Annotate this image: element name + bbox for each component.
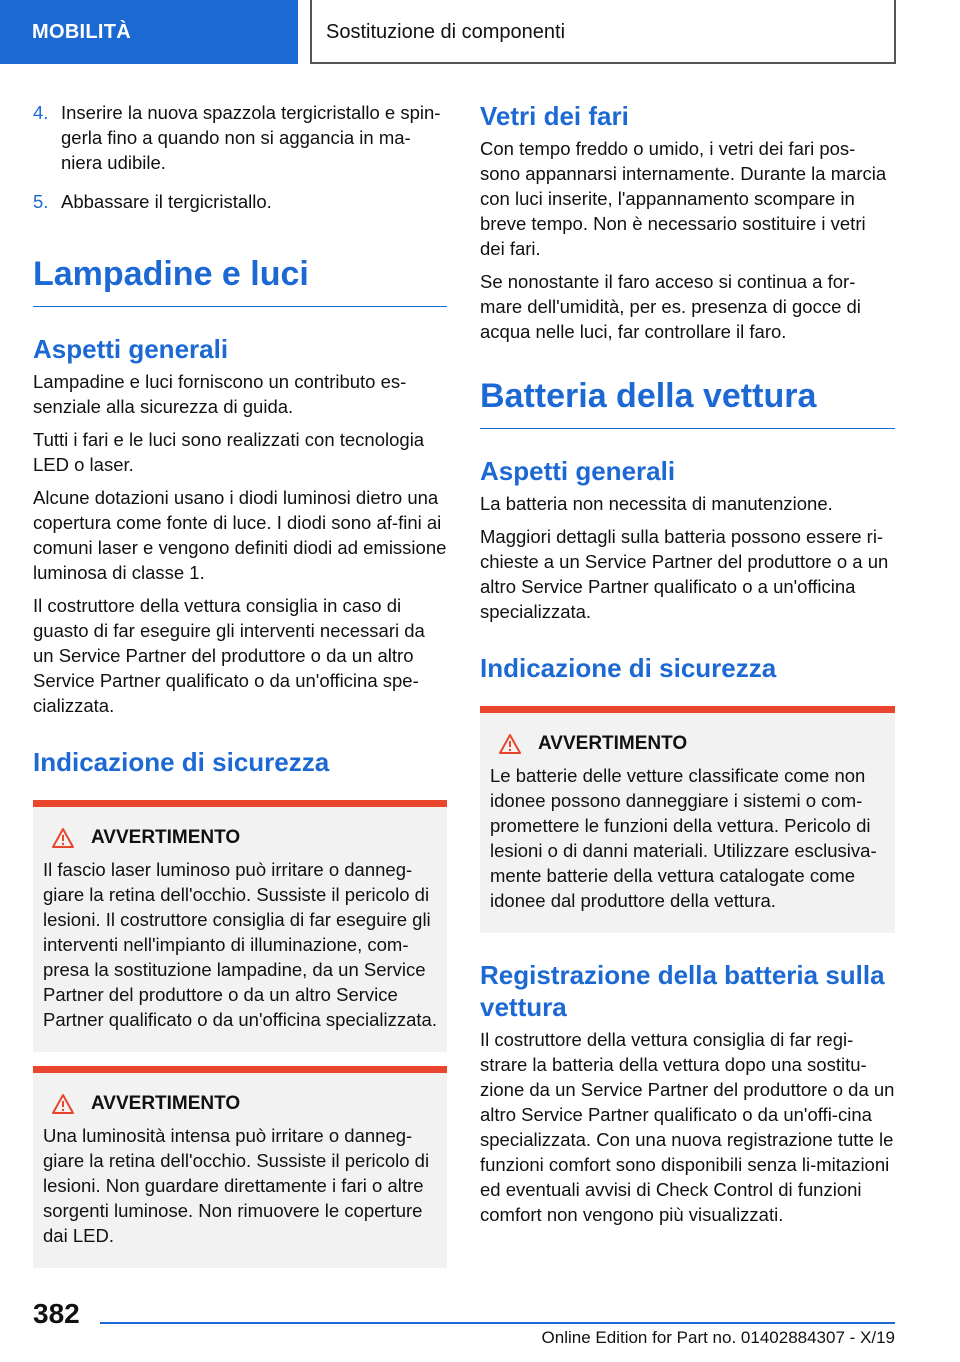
warning-box	[33, 800, 447, 1052]
heading-batteria: Batteria della vettura	[480, 374, 895, 429]
paragraph: Maggiori dettagli sulla batteria possono essere ri-chieste a un Service Partner del produttore o a un altro Service Partner qualificato o a un'officina specializzata.	[480, 526, 889, 622]
step-number: 4.	[33, 102, 49, 123]
step-item	[33, 189, 447, 214]
heading-glass: Vetri dei fari	[480, 101, 629, 131]
heading-general: Aspetti generali	[33, 334, 229, 364]
left-column	[33, 100, 447, 1268]
warning-box	[480, 706, 895, 933]
footer-divider	[100, 1322, 895, 1324]
warning-text: Le batterie delle vetture classificate come non idonee possono danneggiare i sistemi o com-promettere le funzioni della vettura. Pericolo di lesioni o di danni materiali. Utilizzare esclusiva-mente batterie della vettura catalogate come idonee dal produttore della vettura.	[490, 765, 877, 911]
heading-lampadine: Lampadine e luci	[33, 252, 447, 307]
paragraph: La batteria non necessita di manutenzione.	[480, 493, 833, 514]
warning-title: AVVERTIMENTO	[43, 1093, 437, 1115]
warning-box	[33, 1066, 447, 1268]
paragraph: Con tempo freddo o umido, i vetri dei fari pos-sono appannarsi internamente. Durante la marcia con luci inserite, l'appannamento scompare in breve tempo. Non è necessario sostituire i vetri dei fari.	[480, 138, 887, 259]
warning-text: Il fascio laser luminoso può irritare o danneg-giare la retina dell'occhio. Sussiste il pericolo di lesioni. Il costruttore consiglia di far eseguire gli interventi nell'impianto di illuminazione, com-presa la sostituzione lampadine, da un Service Partner del produttore o da un altro Service Partner qualificato o da un'officina specializzata.	[43, 859, 437, 1030]
warning-triangle-icon	[51, 1093, 75, 1115]
paragraph: Se nonostante il faro acceso si continua a for-mare dell'umidità, per es. presenza di gocce di acqua nelle luci, far controllare il faro.	[480, 271, 861, 342]
heading-register: Registrazione della batteria sulla vettura	[480, 960, 885, 1022]
paragraph: Il costruttore della vettura consiglia di far regi-strare la batteria della vettura dopo una sostitu-zione da un Service Partner del produttore o da un altro Service Partner qualificato o da un'offi-cina specializzata. Con una nuova registrazione tutte le funzioni comfort sono disponibili senza li-mitazioni ed eventuali avvisi di Check Control di funzioni comfort non vengono più visualizzati.	[480, 1029, 895, 1225]
step-text: Abbassare il tergicristallo.	[61, 191, 272, 212]
section-tab[interactable]: MOBILITÀ	[0, 0, 298, 64]
paragraph: Tutti i fari e le luci sono realizzati con tecnologia LED o laser.	[33, 429, 425, 475]
warning-triangle-icon	[498, 733, 522, 755]
heading-general: Aspetti generali	[480, 456, 676, 486]
paragraph: Lampadine e luci forniscono un contributo es-senziale alla sicurezza di guida.	[33, 371, 407, 417]
paragraph: Alcune dotazioni usano i diodi luminosi dietro una copertura come fonte di luce. I diodi sono af-fini ai comuni laser e vengono definiti diodi ad emissione luminosa di classe 1.	[33, 487, 447, 583]
step-number: 5.	[33, 191, 49, 212]
warning-title: AVVERTIMENTO	[490, 733, 885, 755]
step-text: Inserire la nuova spazzola tergicristallo e spin-gerla fino a quando non si aggancia in ma-niera udibile.	[61, 102, 441, 173]
page-number: 382	[33, 1298, 80, 1329]
heading-safety: Indicazione di sicurezza	[480, 653, 777, 683]
subsection-tab[interactable]: Sostituzione di componenti	[310, 0, 896, 64]
warning-triangle-icon	[51, 827, 75, 849]
heading-safety: Indicazione di sicurezza	[33, 747, 330, 777]
paragraph: Il costruttore della vettura consiglia in caso di guasto di far eseguire gli interventi necessari da un Service Partner del produttore o da un altro Service Partner qualificato o da un'officina spe-cializzata.	[33, 595, 425, 716]
warning-text: Una luminosità intensa può irritare o danneg-giare la retina dell'occhio. Sussiste il pericolo di lesioni. Non guardare direttamente i fari o altre sorgenti luminose. Non rimuovere le coperture dai LED.	[43, 1125, 430, 1246]
page-header	[0, 0, 960, 66]
step-item	[33, 100, 447, 175]
warning-title: AVVERTIMENTO	[43, 827, 437, 849]
right-column	[480, 100, 895, 1235]
edition-text: Online Edition for Part no. 01402884307 - X/19	[541, 1328, 895, 1347]
